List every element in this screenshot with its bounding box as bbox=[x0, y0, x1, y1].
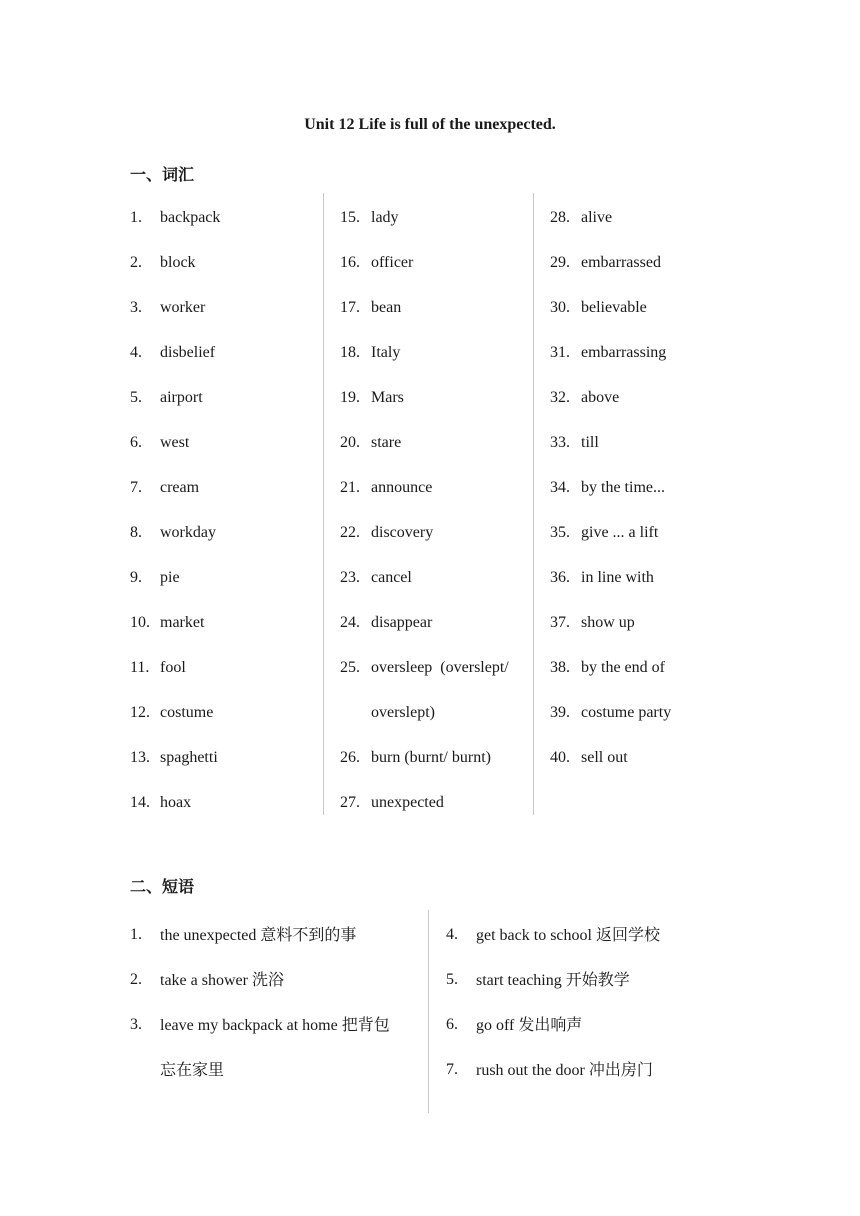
vocab-divider-1 bbox=[323, 193, 324, 815]
list-item bbox=[340, 735, 530, 780]
list-item bbox=[130, 555, 320, 600]
list-item bbox=[340, 195, 530, 240]
list-item bbox=[550, 285, 750, 330]
phrases-column-1 bbox=[130, 912, 420, 1092]
item-number: 3. bbox=[130, 1016, 142, 1033]
item-number: 5. bbox=[130, 389, 142, 406]
item-number: 13. bbox=[130, 749, 150, 766]
item-chinese: 开始教学 bbox=[565, 970, 630, 989]
list-item bbox=[340, 600, 530, 645]
item-text: discovery bbox=[371, 524, 434, 541]
item-chinese: 把背包 bbox=[341, 1015, 390, 1034]
item-english: get back to school bbox=[476, 927, 596, 944]
vocab-column-2 bbox=[340, 195, 530, 825]
item-chinese: 洗浴 bbox=[251, 970, 284, 989]
item-text: disbelief bbox=[160, 344, 216, 361]
page-title: Unit 12 Life is full of the unexpected. bbox=[304, 116, 556, 133]
item-text: embarrassed bbox=[581, 254, 661, 271]
item-text: above bbox=[581, 389, 620, 406]
item-number: 3. bbox=[130, 299, 142, 316]
vocab-divider-2 bbox=[533, 193, 534, 815]
list-item bbox=[340, 330, 530, 375]
item-number: 5. bbox=[446, 971, 458, 988]
item-number: 17. bbox=[340, 299, 360, 316]
item-english: start teaching bbox=[476, 972, 566, 989]
list-item bbox=[550, 600, 750, 645]
item-english: leave my backpack at home bbox=[160, 1017, 342, 1034]
vocab-column-3 bbox=[550, 195, 750, 780]
item-text: burn (burnt/ burnt) bbox=[371, 749, 491, 766]
item-text: worker bbox=[160, 299, 206, 316]
item-number: 36. bbox=[550, 569, 570, 586]
vocab-column-1 bbox=[130, 195, 320, 825]
item-number: 28. bbox=[550, 209, 570, 226]
item-number: 12. bbox=[130, 704, 150, 721]
item-text: stare bbox=[371, 434, 402, 451]
list-item bbox=[130, 330, 320, 375]
list-item bbox=[446, 957, 746, 1002]
item-number: 2. bbox=[130, 254, 142, 271]
item-number: 24. bbox=[340, 614, 360, 631]
section-heading-phrases: 二、短语 bbox=[130, 877, 195, 896]
list-item bbox=[130, 420, 320, 465]
item-text: cancel bbox=[371, 569, 412, 586]
item-english: take a shower bbox=[160, 972, 252, 989]
list-item bbox=[550, 555, 750, 600]
item-number: 6. bbox=[446, 1016, 458, 1033]
item-number: 18. bbox=[340, 344, 360, 361]
item-chinese: 发出响声 bbox=[518, 1015, 583, 1034]
list-item bbox=[340, 240, 530, 285]
list-item bbox=[130, 240, 320, 285]
item-number: 19. bbox=[340, 389, 360, 406]
item-text: by the end of bbox=[581, 659, 665, 676]
list-item bbox=[550, 465, 750, 510]
item-number: 33. bbox=[550, 434, 570, 451]
item-text: block bbox=[160, 254, 196, 271]
section-heading-vocabulary: 一、词汇 bbox=[130, 165, 195, 184]
item-number: 31. bbox=[550, 344, 570, 361]
list-item bbox=[446, 1047, 746, 1092]
list-item bbox=[130, 645, 320, 690]
item-text: announce bbox=[371, 479, 433, 496]
item-text: west bbox=[160, 434, 190, 451]
item-english: the unexpected bbox=[160, 927, 261, 944]
list-item bbox=[130, 690, 320, 735]
item-number: 16. bbox=[340, 254, 360, 271]
item-number: 11. bbox=[130, 659, 150, 676]
list-item bbox=[550, 375, 750, 420]
item-number: 38. bbox=[550, 659, 570, 676]
phrases-column-2 bbox=[446, 912, 746, 1092]
item-text: backpack bbox=[160, 209, 221, 226]
item-number: 9. bbox=[130, 569, 142, 586]
item-number: 21. bbox=[340, 479, 360, 496]
item-text: bean bbox=[371, 299, 402, 316]
item-number: 30. bbox=[550, 299, 570, 316]
item-text: show up bbox=[581, 614, 635, 631]
item-text: workday bbox=[160, 524, 216, 541]
list-item bbox=[340, 465, 530, 510]
item-number: 2. bbox=[130, 971, 142, 988]
item-number: 22. bbox=[340, 524, 360, 541]
item-number: 25. bbox=[340, 659, 360, 676]
item-number: 29. bbox=[550, 254, 570, 271]
list-item bbox=[340, 420, 530, 465]
list-item bbox=[340, 375, 530, 420]
list-item bbox=[550, 690, 750, 735]
item-text: officer bbox=[371, 254, 414, 271]
item-number: 7. bbox=[130, 479, 142, 496]
item-number: 15. bbox=[340, 209, 360, 226]
item-text: costume party bbox=[581, 704, 672, 721]
item-number: 34. bbox=[550, 479, 570, 496]
item-text: alive bbox=[581, 209, 613, 226]
list-item bbox=[130, 912, 420, 957]
item-number: 37. bbox=[550, 614, 570, 631]
item-text: pie bbox=[160, 569, 180, 586]
list-item bbox=[130, 1002, 420, 1047]
item-number: 23. bbox=[340, 569, 360, 586]
item-text: disappear bbox=[371, 614, 433, 631]
list-item bbox=[130, 465, 320, 510]
item-text: sell out bbox=[581, 749, 628, 766]
list-item bbox=[550, 330, 750, 375]
item-text: believable bbox=[581, 299, 647, 316]
item-number: 20. bbox=[340, 434, 360, 451]
item-number: 14. bbox=[130, 794, 150, 811]
list-item bbox=[550, 240, 750, 285]
list-item bbox=[130, 510, 320, 555]
item-number: 7. bbox=[446, 1061, 458, 1078]
item-text: fool bbox=[160, 659, 186, 676]
item-number: 1. bbox=[130, 209, 142, 226]
item-text: oversleep (overslept/ bbox=[371, 659, 509, 676]
item-number: 8. bbox=[130, 524, 142, 541]
item-text: lady bbox=[371, 209, 399, 226]
list-item bbox=[550, 510, 750, 555]
item-chinese: 冲出房门 bbox=[588, 1060, 653, 1079]
list-item bbox=[550, 645, 750, 690]
item-number: 6. bbox=[130, 434, 142, 451]
item-number: 32. bbox=[550, 389, 570, 406]
item-text: spaghetti bbox=[160, 749, 218, 766]
list-item bbox=[550, 420, 750, 465]
item-english: go off bbox=[476, 1017, 519, 1034]
item-text: overslept) bbox=[371, 704, 435, 721]
list-item bbox=[550, 735, 750, 780]
item-number: 35. bbox=[550, 524, 570, 541]
item-number: 1. bbox=[130, 926, 142, 943]
item-text: by the time... bbox=[581, 479, 665, 496]
list-item bbox=[340, 645, 530, 690]
list-item-continuation bbox=[130, 1047, 420, 1092]
item-number: 40. bbox=[550, 749, 570, 766]
list-item bbox=[340, 780, 530, 825]
item-text: cream bbox=[160, 479, 200, 496]
item-chinese: 忘在家里 bbox=[160, 1060, 225, 1079]
list-item bbox=[130, 375, 320, 420]
item-number: 39. bbox=[550, 704, 570, 721]
list-item bbox=[550, 195, 750, 240]
list-item bbox=[130, 735, 320, 780]
item-number: 4. bbox=[130, 344, 142, 361]
item-text: market bbox=[160, 614, 205, 631]
list-item bbox=[130, 285, 320, 330]
list-item bbox=[340, 510, 530, 555]
item-text: embarrassing bbox=[581, 344, 667, 361]
list-item bbox=[446, 912, 746, 957]
item-text: till bbox=[581, 434, 599, 451]
item-text: hoax bbox=[160, 794, 192, 811]
item-english: rush out the door bbox=[476, 1062, 589, 1079]
list-item bbox=[130, 780, 320, 825]
item-text: in line with bbox=[581, 569, 654, 586]
item-text: airport bbox=[160, 389, 203, 406]
item-number: 10. bbox=[130, 614, 150, 631]
item-text: unexpected bbox=[371, 794, 444, 811]
list-item bbox=[130, 957, 420, 1002]
item-number: 26. bbox=[340, 749, 360, 766]
list-item bbox=[130, 600, 320, 645]
list-item-continuation bbox=[340, 690, 530, 735]
item-text: Italy bbox=[371, 344, 401, 361]
list-item bbox=[130, 195, 320, 240]
item-number: 4. bbox=[446, 926, 458, 943]
item-text: give ... a lift bbox=[581, 524, 659, 541]
phrases-divider bbox=[428, 910, 429, 1113]
item-text: Mars bbox=[371, 389, 404, 406]
item-chinese: 返回学校 bbox=[595, 925, 660, 944]
list-item bbox=[446, 1002, 746, 1047]
item-chinese: 意料不到的事 bbox=[260, 925, 357, 944]
item-text: costume bbox=[160, 704, 214, 721]
list-item bbox=[340, 555, 530, 600]
list-item bbox=[340, 285, 530, 330]
item-number: 27. bbox=[340, 794, 360, 811]
